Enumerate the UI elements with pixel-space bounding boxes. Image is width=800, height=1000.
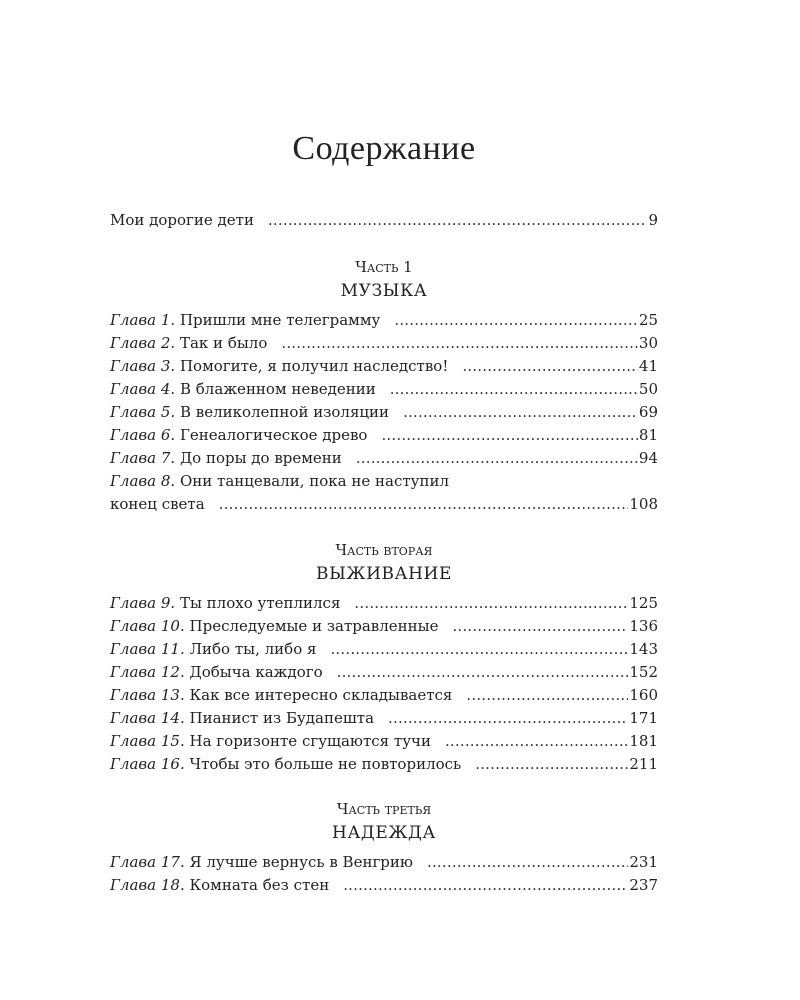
chapter-page: 171	[629, 709, 658, 727]
chapter-title: Помогите, я получил наследство!	[179, 357, 449, 375]
toc-entry-chapter-1[interactable]	[110, 308, 658, 332]
dot-leader	[462, 354, 638, 378]
toc-entry-chapter-4[interactable]	[110, 377, 658, 401]
chapter-page: 181	[629, 732, 658, 750]
toc-entry-chapter-8[interactable]	[110, 469, 658, 493]
toc-entry-chapter-6[interactable]	[110, 423, 658, 447]
chapter-title: В блаженном неведении	[179, 380, 376, 398]
dot-leader	[337, 660, 629, 684]
toc-entry-intro[interactable]	[110, 208, 658, 232]
toc-entry-chapter-10[interactable]	[110, 614, 658, 638]
chapter-title: На горизонте сгущаются тучи	[189, 732, 431, 750]
chapter-page: 81	[638, 426, 658, 444]
chapter-page: 50	[638, 380, 658, 398]
chapter-title: В великолепной изоляции	[179, 403, 390, 421]
part-label: Часть 1	[355, 258, 413, 276]
chapter-prefix: Глава 9.	[110, 594, 176, 612]
chapter-title: Генеалогическое древо	[179, 426, 368, 444]
chapter-prefix: Глава 8.	[110, 472, 176, 490]
entry-page: 9	[648, 211, 658, 229]
chapter-prefix: Глава 14.	[110, 709, 185, 727]
entry-title: Мои дорогие дети	[110, 211, 254, 229]
part-label: Часть третья	[336, 800, 432, 818]
toc-entry-chapter-7[interactable]	[110, 446, 658, 470]
chapter-prefix: Глава 10.	[110, 617, 185, 635]
chapter-prefix: Глава 15.	[110, 732, 185, 750]
toc-entry-chapter-12[interactable]	[110, 660, 658, 684]
dot-leader	[343, 873, 628, 897]
dot-leader	[281, 331, 638, 355]
chapter-prefix: Глава 11.	[110, 640, 185, 658]
part-name: НАДЕЖДА	[332, 823, 436, 843]
chapter-prefix: Глава 18.	[110, 876, 185, 894]
chapter-prefix: Глава 5.	[110, 403, 176, 421]
chapter-title: Добыча каждого	[189, 663, 323, 681]
chapter-page: 160	[629, 686, 658, 704]
dot-leader	[381, 423, 637, 447]
chapter-title: Они танцевали, пока не наступил	[179, 472, 449, 490]
dot-leader	[445, 729, 628, 753]
chapter-prefix: Глава 4.	[110, 380, 176, 398]
chapter-prefix: Глава 3.	[110, 357, 176, 375]
chapter-title: Преследуемые и затравленные	[189, 617, 439, 635]
toc-entry-chapter-2[interactable]	[110, 331, 658, 355]
toc-entry-chapter-14[interactable]	[110, 706, 658, 730]
toc-title: Содержание	[292, 130, 476, 167]
dot-leader	[356, 446, 638, 470]
chapter-page: 237	[629, 876, 658, 894]
dot-leader	[219, 492, 629, 516]
dot-leader	[452, 614, 628, 638]
chapter-page: 136	[629, 617, 658, 635]
chapter-title: Либо ты, либо я	[189, 640, 317, 658]
dot-leader	[466, 683, 628, 707]
dot-leader	[388, 706, 628, 730]
part-label: Часть вторая	[335, 541, 433, 559]
chapter-title: Ты плохо утеплился	[179, 594, 341, 612]
chapter-page: 25	[638, 311, 658, 329]
toc-entry-chapter-3[interactable]	[110, 354, 658, 378]
toc-entry-chapter-8-cont[interactable]	[110, 492, 658, 516]
dot-leader	[475, 752, 628, 776]
chapter-title: Как все интересно складывается	[189, 686, 453, 704]
toc-entry-chapter-9[interactable]	[110, 591, 658, 615]
chapter-title: Так и было	[179, 334, 268, 352]
chapter-page: 231	[629, 853, 658, 871]
toc-entry-chapter-15[interactable]	[110, 729, 658, 753]
chapter-title: Комната без стен	[189, 876, 330, 894]
dot-leader	[427, 850, 628, 874]
toc-entry-chapter-18[interactable]	[110, 873, 658, 897]
chapter-title: Чтобы это больше не повторилось	[189, 755, 462, 773]
toc-entry-chapter-5[interactable]	[110, 400, 658, 424]
chapter-prefix: Глава 1.	[110, 311, 176, 329]
chapter-page: 125	[629, 594, 658, 612]
chapter-title-cont: конец света	[110, 495, 205, 513]
chapter-title: Пианист из Будапешта	[189, 709, 375, 727]
chapter-title: Я лучше вернусь в Венгрию	[189, 853, 413, 871]
chapter-title: До поры до времени	[179, 449, 342, 467]
part-name: ВЫЖИВАНИЕ	[316, 564, 452, 584]
dot-leader	[394, 308, 638, 332]
toc-entry-chapter-17[interactable]	[110, 850, 658, 874]
chapter-page: 30	[638, 334, 658, 352]
dot-leader	[390, 377, 638, 401]
toc-entry-chapter-13[interactable]	[110, 683, 658, 707]
chapter-prefix: Глава 16.	[110, 755, 185, 773]
chapter-prefix: Глава 6.	[110, 426, 176, 444]
part-name: МУЗЫКА	[340, 281, 428, 301]
toc-entry-chapter-16[interactable]	[110, 752, 658, 776]
dot-leader	[330, 637, 628, 661]
chapter-page: 94	[638, 449, 658, 467]
chapter-prefix: Глава 12.	[110, 663, 185, 681]
chapter-page: 41	[638, 357, 658, 375]
dot-leader	[403, 400, 638, 424]
dot-leader	[268, 208, 647, 232]
chapter-prefix: Глава 13.	[110, 686, 185, 704]
chapter-prefix: Глава 2.	[110, 334, 176, 352]
chapter-page: 69	[638, 403, 658, 421]
chapter-page: 143	[629, 640, 658, 658]
chapter-page: 211	[629, 755, 658, 773]
dot-leader	[354, 591, 628, 615]
chapter-page: 152	[629, 663, 658, 681]
toc-entry-chapter-11[interactable]	[110, 637, 658, 661]
chapter-prefix: Глава 17.	[110, 853, 185, 871]
chapter-page: 108	[629, 495, 658, 513]
chapter-title: Пришли мне телеграмму	[179, 311, 381, 329]
chapter-prefix: Глава 7.	[110, 449, 176, 467]
